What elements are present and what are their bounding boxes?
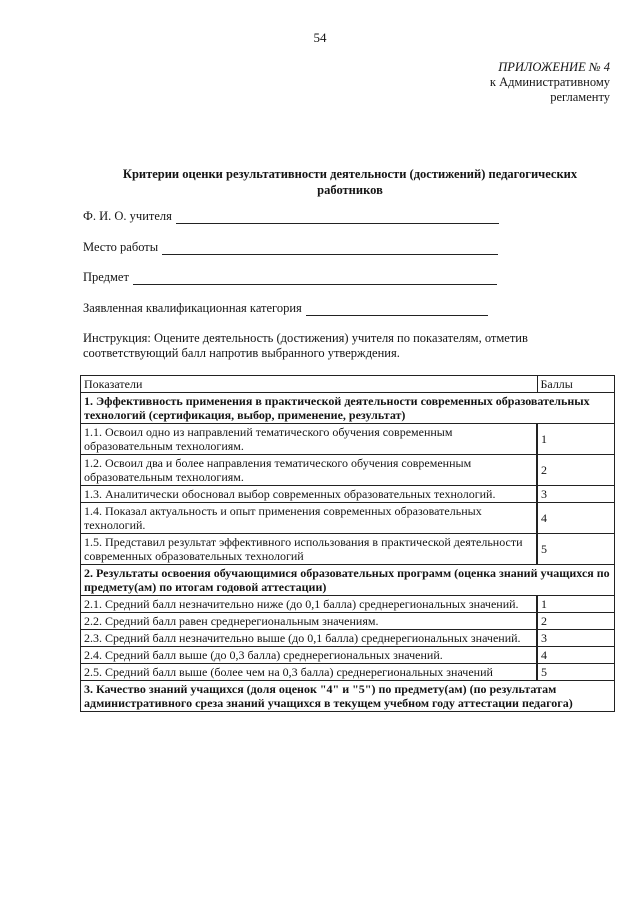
table-row [81,596,615,613]
table-row [81,664,615,681]
table-header-row [81,376,615,393]
header-points: Баллы [537,376,615,393]
document-title [80,166,620,198]
criterion-text: 2.2. Средний балл равен среднерегиональным значениям. [81,613,538,630]
table-row [81,630,615,647]
category-field [83,301,488,316]
workplace-line[interactable] [162,242,498,255]
section-title: 3. Качество знаний учащихся (доля оценок "4" и "5") по предмету(ам) (по результатам административного среза знаний учащихся в текущем учебном году аттестации педагога) [81,681,615,712]
page-number: 54 [313,30,327,45]
table-row [81,613,615,630]
criterion-score[interactable]: 4 [537,647,615,664]
criterion-text: 1.3. Аналитически обосновал выбор современных образовательных технологий. [81,486,538,503]
criterion-text: 2.3. Средний балл незначительно выше (до 0,1 балла) среднерегиональных значений. [81,630,538,647]
section-title: 2. Результаты освоения обучающимися образовательных программ (оценка знаний учащихся по предмету(ам) по итогам годовой аттестации) [81,565,615,596]
subject-line[interactable] [133,272,497,285]
criterion-text: 1.5. Представил результат эффективного использования в практической деятельности современных образовательных технологий [81,534,538,565]
criterion-score[interactable]: 1 [537,596,615,613]
category-line[interactable] [306,303,488,316]
appendix-line-3: регламенту [550,90,610,104]
criterion-text: 1.2. Освоил два и более направления тематического обучения современным образовательным технологиям. [81,455,538,486]
subject-label: Предмет [83,270,129,284]
header-indicators: Показатели [81,376,538,393]
criteria-table [80,375,615,712]
table-row [81,647,615,664]
appendix-title: ПРИЛОЖЕНИЕ № 4 [498,60,610,74]
subject-field [83,270,497,285]
workplace-field [83,240,498,255]
criterion-text: 1.1. Освоил одно из направлений тематического обучения современным образовательным технологиям. [81,424,538,455]
document-title-line-1: Критерии оценки результативности деятельности (достижений) педагогических [122,167,578,181]
instruction-line-2: соответствующий балл напротив выбранного утверждения. [83,346,400,360]
criterion-text: 1.4. Показал актуальность и опыт применения современных образовательных технологий. [81,503,538,534]
criterion-text: 2.4. Средний балл выше (до 0,3 балла) среднерегиональных значений. [81,647,538,664]
criterion-score[interactable]: 2 [537,455,615,486]
workplace-label: Место работы [83,240,159,254]
table-row [81,424,615,455]
table-row [81,503,615,534]
criterion-text: 2.5. Средний балл выше (более чем на 0,3 балла) среднерегиональных значений [81,664,538,681]
section-row [81,565,615,596]
criterion-score[interactable]: 5 [537,534,615,565]
section-row [81,393,615,424]
table-row [81,486,615,503]
category-label: Заявленная квалификационная категория [83,301,302,315]
criterion-text: 2.1. Средний балл незначительно ниже (до 0,1 балла) среднерегиональных значений. [81,596,538,613]
criterion-score[interactable]: 1 [537,424,615,455]
section-title: 1. Эффективность применения в практической деятельности современных образовательных технологий (сертификация, выбор, применение, результат) [81,393,615,424]
criterion-score[interactable]: 4 [537,503,615,534]
document-title-line-2: работников [317,183,383,197]
teacher-name-line[interactable] [176,211,499,224]
instruction-text [83,331,593,361]
teacher-name-field [83,209,499,224]
instruction-line-1: Инструкция: Оцените деятельность (достижения) учителя по показателям, отметив [83,331,528,345]
criterion-score[interactable]: 5 [537,664,615,681]
table-row [81,455,615,486]
table-row [81,534,615,565]
teacher-name-label: Ф. И. О. учителя [83,209,172,223]
appendix-note [490,60,610,105]
criterion-score[interactable]: 3 [537,486,615,503]
appendix-line-2: к Административному [489,75,610,89]
criterion-score[interactable]: 3 [537,630,615,647]
criterion-score[interactable]: 2 [537,613,615,630]
section-row [81,681,615,712]
